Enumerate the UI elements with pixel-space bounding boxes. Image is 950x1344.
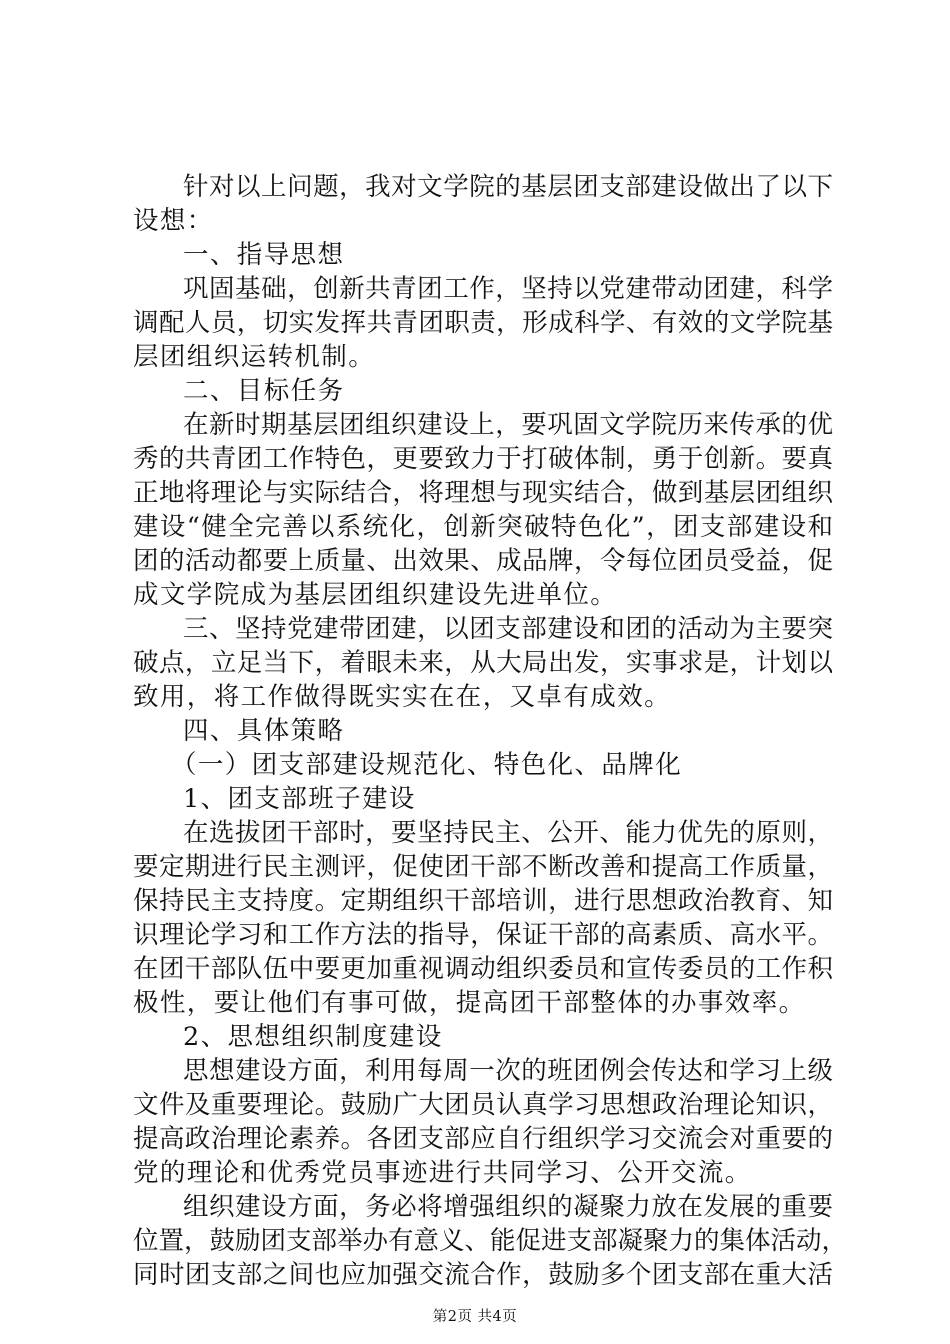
text-line: 识理论学习和工作方法的指导，保证干部的高素质、高水平。 xyxy=(133,920,833,950)
text-line: 2、思想组织制度建设 xyxy=(183,1022,443,1052)
document-body xyxy=(133,170,848,1292)
text-line: 团的活动都要上质量、出效果、成品牌，令每位团员受益，促 xyxy=(133,546,833,576)
text-line: 组织建设方面，务必将增强组织的凝聚力放在发展的重要 xyxy=(183,1192,833,1222)
text-line: 二、目标任务 xyxy=(183,376,345,406)
text-line: 1、团支部班子建设 xyxy=(183,784,416,814)
text-line: 调配人员，切实发挥共青团职责，形成科学、有效的文学院基 xyxy=(133,308,833,338)
text-line: 在选拔团干部时，要坚持民主、公开、能力优先的原则， xyxy=(183,818,833,848)
text-line: 思想建设方面，利用每周一次的班团例会传达和学习上级 xyxy=(183,1056,833,1086)
text-line: 层团组织运转机制。 xyxy=(133,342,376,372)
text-line: 位置，鼓励团支部举办有意义、能促进支部凝聚力的集体活动， xyxy=(133,1226,848,1256)
text-line: 提高政治理论素养。各团支部应自行组织学习交流会对重要的 xyxy=(133,1124,833,1154)
text-line: 建设“健全完善以系统化，创新突破特色化”，团支部建设和 xyxy=(133,512,833,542)
text-line: 党的理论和优秀党员事迹进行共同学习、公开交流。 xyxy=(133,1158,752,1188)
text-line: 在团干部队伍中要更加重视调动组织委员和宣传委员的工作积 xyxy=(133,954,833,984)
page-number-footer: 第2页 共4页 xyxy=(432,1309,518,1325)
text-line: （一）团支部建设规范化、特色化、品牌化 xyxy=(171,750,683,780)
text-line: 破点，立足当下，着眼未来，从大局出发，实事求是，计划以 xyxy=(133,648,833,678)
text-line: 三、坚持党建带团建，以团支部建设和团的活动为主要突 xyxy=(183,614,833,644)
text-line: 一、指导思想 xyxy=(183,240,345,270)
text-line: 致用，将工作做得既实实在在，又卓有成效。 xyxy=(133,682,672,712)
text-line: 在新时期基层团组织建设上，要巩固文学院历来传承的优 xyxy=(183,410,833,440)
text-line: 四、具体策略 xyxy=(183,716,345,746)
text-line: 文件及重要理论。鼓励广大团员认真学习思想政治理论知识， xyxy=(133,1090,833,1120)
text-line: 成文学院成为基层团组织建设先进单位。 xyxy=(133,580,618,610)
text-line: 秀的共青团工作特色，更要致力于打破体制，勇于创新。要真 xyxy=(133,444,833,474)
text-line: 针对以上问题，我对文学院的基层团支部建设做出了以下 xyxy=(183,172,833,202)
text-line: 要定期进行民主测评，促使团干部不断改善和提高工作质量， xyxy=(133,852,833,882)
text-line: 同时团支部之间也应加强交流合作，鼓励多个团支部在重大活 xyxy=(133,1260,833,1290)
text-line: 设想： xyxy=(133,206,214,236)
text-line: 巩固基础，创新共青团工作，坚持以党建带动团建，科学 xyxy=(183,274,833,304)
text-line: 极性，要让他们有事可做，提高团干部整体的办事效率。 xyxy=(133,988,806,1018)
text-line: 正地将理论与实际结合，将理想与现实结合，做到基层团组织 xyxy=(133,478,833,508)
text-line: 保持民主支持度。定期组织干部培训，进行思想政治教育、知 xyxy=(133,886,833,916)
